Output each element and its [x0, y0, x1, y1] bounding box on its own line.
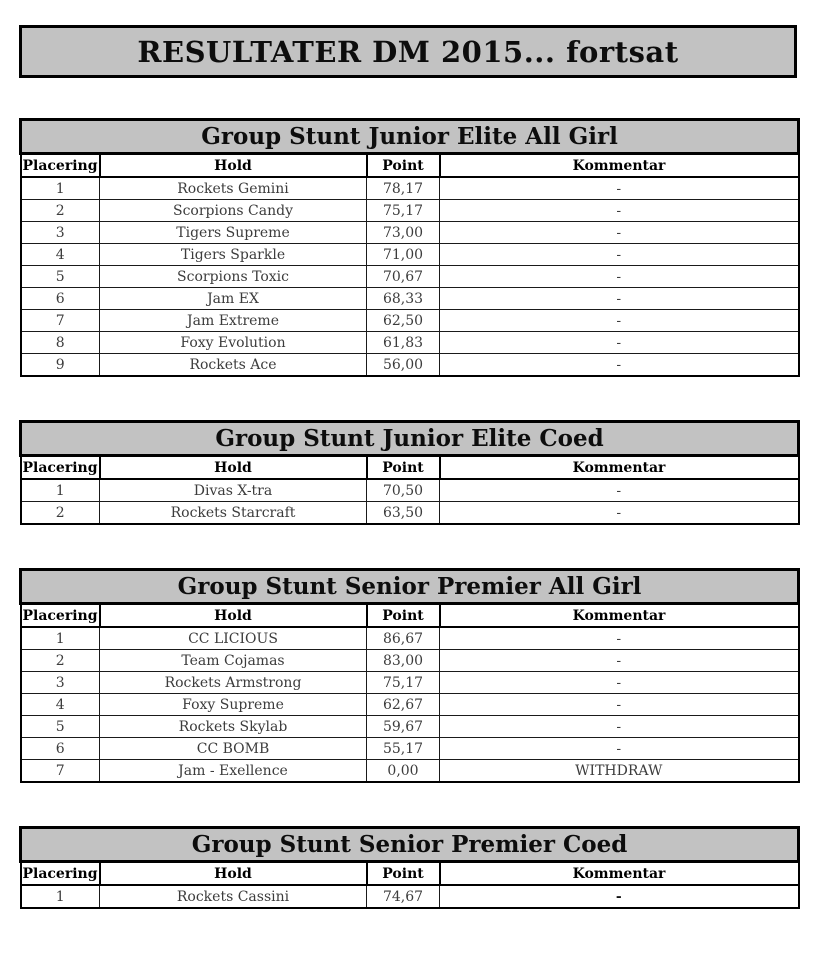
- cell-hold: CC LICIOUS: [100, 627, 367, 650]
- cell-kommentar: -: [440, 650, 799, 672]
- cell-kommentar: -: [440, 177, 799, 200]
- column-header-placering: Placering: [21, 862, 100, 886]
- table-row: [21, 716, 799, 738]
- cell-hold: Foxy Supreme: [100, 694, 367, 716]
- cell-placering: 6: [21, 288, 100, 310]
- table-title: Group Stunt Senior Premier All Girl: [21, 570, 799, 604]
- cell-point: 73,00: [367, 222, 440, 244]
- cell-point: 0,00: [367, 760, 440, 783]
- table-row: [21, 332, 799, 354]
- cell-hold: Rockets Armstrong: [100, 672, 367, 694]
- cell-point: 62,67: [367, 694, 440, 716]
- cell-kommentar: -: [440, 885, 799, 908]
- cell-point: 70,67: [367, 266, 440, 288]
- table-title-row: [21, 422, 799, 456]
- cell-placering: 1: [21, 627, 100, 650]
- table-row: [21, 885, 799, 908]
- cell-placering: 5: [21, 716, 100, 738]
- column-header-kommentar: Kommentar: [440, 862, 799, 886]
- table-row: [21, 502, 799, 525]
- column-header-placering: Placering: [21, 456, 100, 480]
- cell-placering: 2: [21, 200, 100, 222]
- cell-hold: Jam - Exellence: [100, 760, 367, 783]
- column-header-row: [21, 862, 799, 886]
- cell-point: 68,33: [367, 288, 440, 310]
- column-header-point: Point: [367, 456, 440, 480]
- cell-point: 61,83: [367, 332, 440, 354]
- cell-kommentar: -: [440, 716, 799, 738]
- cell-kommentar: -: [440, 672, 799, 694]
- table-title-row: [21, 120, 799, 154]
- column-header-point: Point: [367, 604, 440, 628]
- table-row: [21, 672, 799, 694]
- table-row: [21, 650, 799, 672]
- cell-kommentar: -: [440, 200, 799, 222]
- column-header-kommentar: Kommentar: [440, 154, 799, 178]
- cell-point: 55,17: [367, 738, 440, 760]
- cell-kommentar: -: [440, 479, 799, 502]
- cell-kommentar: -: [440, 288, 799, 310]
- table-row: [21, 310, 799, 332]
- cell-hold: Tigers Sparkle: [100, 244, 367, 266]
- cell-hold: Rockets Cassini: [100, 885, 367, 908]
- cell-kommentar: -: [440, 266, 799, 288]
- table-row: [21, 177, 799, 200]
- column-header-hold: Hold: [100, 154, 367, 178]
- cell-point: 75,17: [367, 672, 440, 694]
- table-row: [21, 288, 799, 310]
- table-title-row: [21, 828, 799, 862]
- cell-kommentar: WITHDRAW: [440, 760, 799, 783]
- column-header-hold: Hold: [100, 456, 367, 480]
- cell-kommentar: -: [440, 354, 799, 377]
- cell-point: 75,17: [367, 200, 440, 222]
- column-header-row: [21, 604, 799, 628]
- cell-hold: Rockets Starcraft: [100, 502, 367, 525]
- cell-placering: 4: [21, 244, 100, 266]
- cell-point: 78,17: [367, 177, 440, 200]
- cell-placering: 1: [21, 885, 100, 908]
- cell-kommentar: -: [440, 244, 799, 266]
- page-title: RESULTATER DM 2015... fortsat: [19, 25, 797, 78]
- cell-hold: Scorpions Candy: [100, 200, 367, 222]
- cell-placering: 7: [21, 760, 100, 783]
- table-row: [21, 479, 799, 502]
- cell-hold: Tigers Supreme: [100, 222, 367, 244]
- cell-placering: 6: [21, 738, 100, 760]
- column-header-placering: Placering: [21, 604, 100, 628]
- cell-hold: CC BOMB: [100, 738, 367, 760]
- column-header-kommentar: Kommentar: [440, 456, 799, 480]
- table-row: [21, 738, 799, 760]
- cell-point: 70,50: [367, 479, 440, 502]
- column-header-point: Point: [367, 862, 440, 886]
- cell-placering: 3: [21, 672, 100, 694]
- table-row: [21, 354, 799, 377]
- cell-hold: Jam Extreme: [100, 310, 367, 332]
- cell-point: 83,00: [367, 650, 440, 672]
- cell-kommentar: -: [440, 310, 799, 332]
- cell-placering: 1: [21, 479, 100, 502]
- table-title: Group Stunt Junior Elite All Girl: [21, 120, 799, 154]
- column-header-hold: Hold: [100, 604, 367, 628]
- tables-container: [19, 118, 797, 909]
- column-header-point: Point: [367, 154, 440, 178]
- cell-hold: Rockets Skylab: [100, 716, 367, 738]
- cell-placering: 2: [21, 650, 100, 672]
- table-row: [21, 760, 799, 783]
- cell-kommentar: -: [440, 738, 799, 760]
- cell-placering: 4: [21, 694, 100, 716]
- cell-hold: Rockets Ace: [100, 354, 367, 377]
- cell-placering: 5: [21, 266, 100, 288]
- cell-point: 62,50: [367, 310, 440, 332]
- table-row: [21, 200, 799, 222]
- cell-placering: 3: [21, 222, 100, 244]
- cell-hold: Team Cojamas: [100, 650, 367, 672]
- results-table: [19, 420, 800, 525]
- results-table: [19, 568, 800, 783]
- table-title: Group Stunt Junior Elite Coed: [21, 422, 799, 456]
- table-row: [21, 627, 799, 650]
- column-header-kommentar: Kommentar: [440, 604, 799, 628]
- column-header-placering: Placering: [21, 154, 100, 178]
- column-header-row: [21, 154, 799, 178]
- cell-hold: Rockets Gemini: [100, 177, 367, 200]
- cell-kommentar: -: [440, 332, 799, 354]
- table-row: [21, 266, 799, 288]
- cell-point: 71,00: [367, 244, 440, 266]
- table-row: [21, 694, 799, 716]
- table-row: [21, 244, 799, 266]
- cell-kommentar: -: [440, 502, 799, 525]
- cell-hold: Scorpions Toxic: [100, 266, 367, 288]
- cell-placering: 2: [21, 502, 100, 525]
- cell-point: 63,50: [367, 502, 440, 525]
- cell-hold: Foxy Evolution: [100, 332, 367, 354]
- cell-kommentar: -: [440, 627, 799, 650]
- column-header-row: [21, 456, 799, 480]
- cell-point: 74,67: [367, 885, 440, 908]
- cell-point: 59,67: [367, 716, 440, 738]
- cell-placering: 1: [21, 177, 100, 200]
- cell-point: 56,00: [367, 354, 440, 377]
- cell-placering: 9: [21, 354, 100, 377]
- results-table: [19, 826, 800, 909]
- cell-placering: 8: [21, 332, 100, 354]
- table-title: Group Stunt Senior Premier Coed: [21, 828, 799, 862]
- table-row: [21, 222, 799, 244]
- cell-placering: 7: [21, 310, 100, 332]
- cell-kommentar: -: [440, 222, 799, 244]
- cell-point: 86,67: [367, 627, 440, 650]
- table-title-row: [21, 570, 799, 604]
- cell-hold: Divas X-tra: [100, 479, 367, 502]
- cell-kommentar: -: [440, 694, 799, 716]
- results-table: [19, 118, 800, 377]
- column-header-hold: Hold: [100, 862, 367, 886]
- cell-hold: Jam EX: [100, 288, 367, 310]
